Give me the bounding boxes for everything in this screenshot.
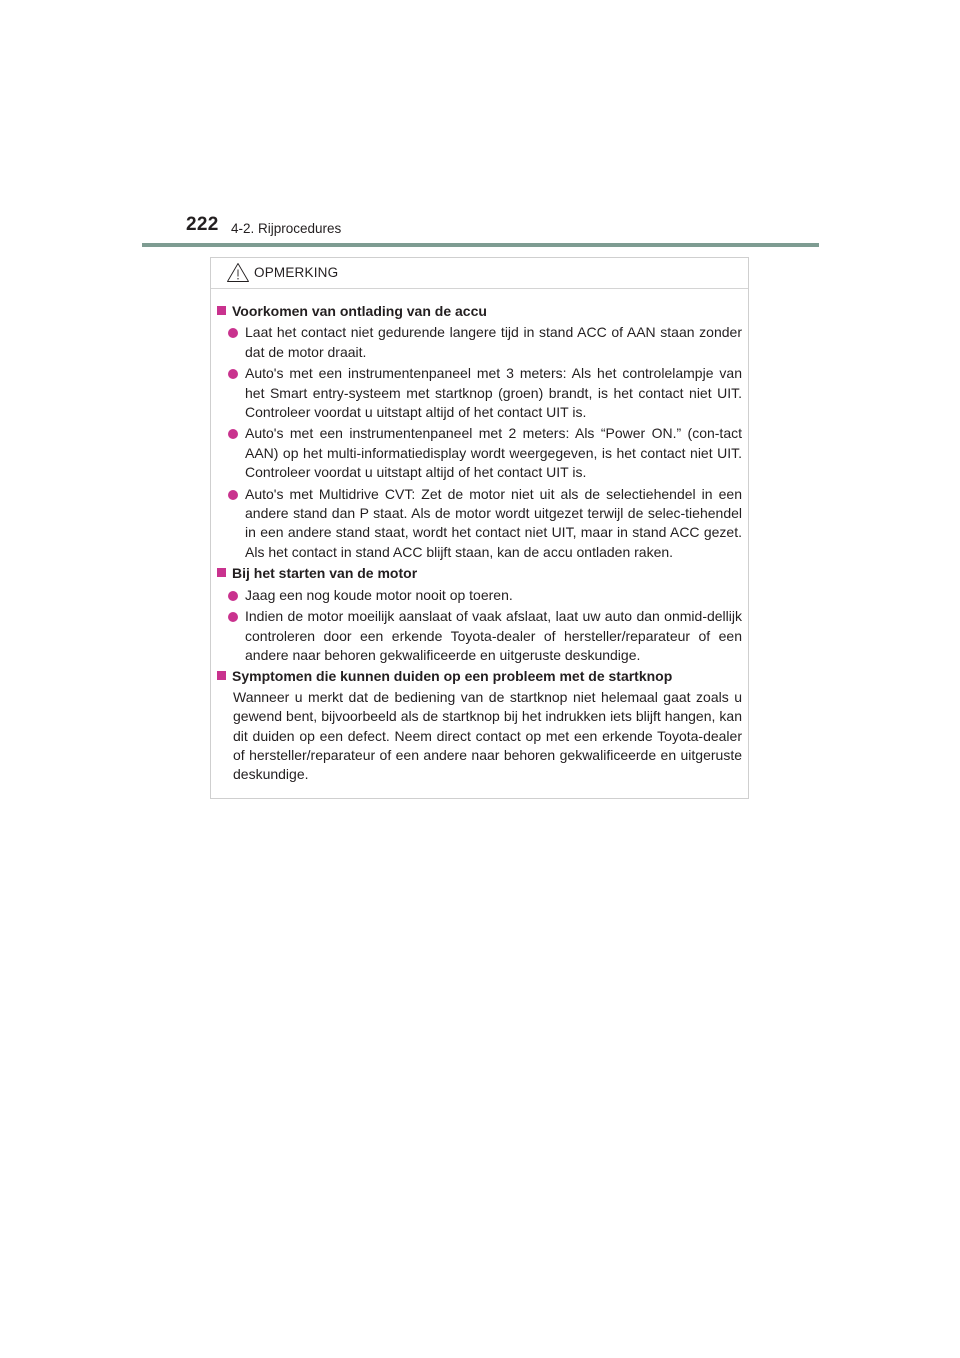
section-heading <box>216 564 742 583</box>
notice-header <box>211 258 748 289</box>
notice-box <box>210 257 749 799</box>
header-rule <box>142 243 819 247</box>
list-item-text: Jaag een nog koude motor nooit op toeren. <box>245 586 513 603</box>
section-title: 4-2. Rijprocedures <box>231 221 342 236</box>
list-item-text: Laat het contact niet gedurende langere tijd in stand ACC of AAN staan zonder dat de motor draait. <box>245 324 742 360</box>
list-item-text: Auto's met Multidrive CVT: Zet de motor niet uit als de selectiehendel in een andere stand dan P staat. Als de motor wordt uitgezet terwijl de selec-tiehendel in een andere stand staat, wordt het contact niet UIT, maar in stand ACC gezet. Als het contact in stand ACC blijft staan, kan de accu ontladen raken. <box>245 485 742 560</box>
list-item <box>228 424 742 482</box>
square-bullet-icon <box>217 306 226 315</box>
circle-bullet-icon <box>228 612 238 622</box>
page-number: 222 <box>186 214 219 235</box>
section-heading-text: Symptomen die kunnen duiden op een probleem met de startknop <box>232 668 673 685</box>
circle-bullet-icon <box>228 328 238 338</box>
square-bullet-icon <box>217 671 226 680</box>
warning-triangle-icon <box>226 262 250 283</box>
list-item-text: Indien de motor moeilijk aanslaat of vaak afslaat, laat uw auto dan onmid-dellijk controleren door een erkende Toyota-dealer of hersteller/reparateur of een andere naar behoren gekwalificeerde en uitgeruste deskundige. <box>245 608 742 663</box>
circle-bullet-icon <box>228 490 238 500</box>
circle-bullet-icon <box>228 591 238 601</box>
section-heading-text: Bij het starten van de motor <box>232 565 418 582</box>
list-item <box>228 485 742 563</box>
section-heading-text: Voorkomen van ontlading van de accu <box>232 303 487 319</box>
list-item-text: Auto's met een instrumentenpaneel met 3 meters: Als het controlelampje van het Smart entry-systeem met startknop (groen) brandt, is het contact niet UIT. Controleer voordat u uitstapt altijd of het contact UIT is. <box>245 365 742 421</box>
square-bullet-icon <box>217 568 226 577</box>
list-item-text: Auto's met een instrumentenpaneel met 2 meters: Als “Power ON.” (con-tact AAN) op het multi-informatiedisplay wordt weergegeven, is het contact niet UIT. Controleer voordat u uitstapt altijd of het contact UIT is. <box>245 425 742 481</box>
circle-bullet-icon <box>228 429 238 439</box>
notice-body <box>211 289 748 785</box>
list-item <box>228 364 742 422</box>
circle-bullet-icon <box>228 369 238 379</box>
list-item <box>228 586 742 605</box>
list-item <box>228 607 742 665</box>
section-paragraph: Wanneer u merkt dat de bediening van de startknop niet helemaal gaat zoals u gewend bent, bijvoorbeeld als de startknop bij het indrukken iets blijft hangen, kan dit duiden op een defect. Neem direct contact op met een erkende Toyota-dealer of hersteller/reparateur of een andere naar behoren gekwalificeerde en uitgeruste deskundige. <box>233 688 742 783</box>
list-item <box>228 323 742 362</box>
section-heading <box>216 667 742 686</box>
section-heading <box>216 302 742 321</box>
notice-title: OPMERKING <box>254 265 339 280</box>
